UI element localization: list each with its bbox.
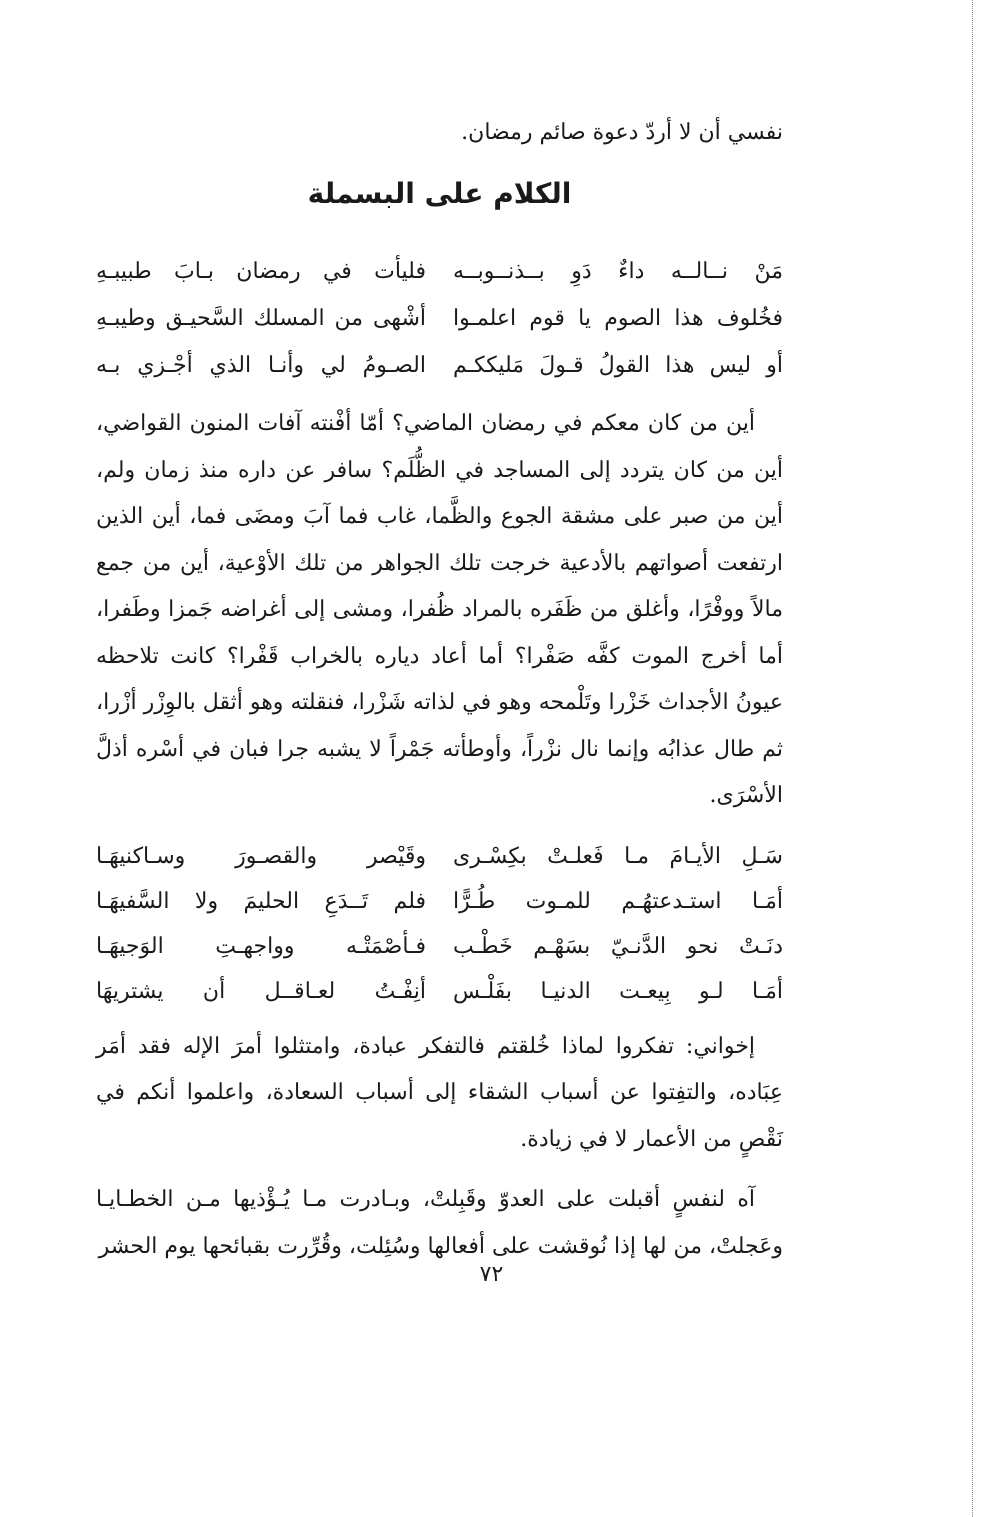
page-content (96, 108, 783, 1284)
verse-second-hemistich: فلم تَــدَعِ الحليمَ ولا السَّفيهَـا (96, 888, 426, 914)
verse-row (96, 248, 783, 295)
verse-first-hemistich: أمَـا استـدعتهُـم للمـوت طُـرًّا (453, 888, 783, 914)
verse-row (96, 924, 783, 969)
paragraph-1: أين من كان معكم في رمضان الماضي؟ أمّا أفْنته آفات المنون القواضي، أين من كان يتردد إلى المساجد في الظُّلَم؟ سافر عن داره منذ زمان ولم، أين من صبر على مشقة الجوع والظَّما، غاب فما آبَ ومضَى فما، أين الذين ارتفعت أصواتهم بالأدعية خرجت تلك الجواهر من تلك الأوْعية، أين من جمع مالاً ووفْرًا، وأغلق من ظَفَره بالمراد ظُفرا، ومشى إلى أغراضه جَمزا وطَفرا، أما أخرج الموت كفَّه صَفْرا؟ أما أعاد دياره بالخراب قَفْرا؟ كانت تلاحظه عيونُ الأجداث خَزْرا وتَلْمحه وهو في لذاته شَزْرا، فنقلته وهو أثقل بالوِزْر أزْرا، ثم طال عذابُه وإنما نال نزْراً، وأوطأته جَمْراً لا يشبه جرا فبان في أسْره أذلَّ الأسْرَى. (96, 411, 783, 808)
verse-first-hemistich: فخُلوف هذا الصوم يا قوم اعلمـوا (453, 306, 783, 331)
paragraph-3: آه لنفسٍ أقبلت على العدوّ وقَبِلتْ، وبـادرت مـا يُـؤْذيها مـن الخطـايـا وعَجلتْ، من لها إذا نُوقشت على أفعالها وسُئِلت، وقُرِّرت بقبائحها يوم الحشر (96, 1187, 783, 1259)
verse-first-hemistich: مَنْ نــالــه داءٌ دَوِ بــذنــوبــه (453, 259, 783, 284)
verse-row (96, 834, 783, 879)
page-number: ٧٢ (479, 1262, 504, 1287)
verse-row (96, 969, 783, 1014)
verse-row (96, 295, 783, 342)
verse-first-hemistich: أو ليس هذا القولُ قـولَ مَليككـم (453, 353, 783, 378)
verse-first-hemistich: دنَـتْ نحو الدَّنـيّ بسَهْـم خَطْـب (453, 933, 783, 959)
opening-line: نفسي أن لا أردّ دعوة صائم رمضان. (461, 120, 783, 145)
poem-2 (96, 834, 783, 1014)
verse-second-hemistich: أشْهى من المسلك السَّحيـق وطيبـهِ (96, 306, 426, 331)
section-heading: الكلام على البسملة (307, 177, 572, 210)
verse-row (96, 879, 783, 924)
verse-second-hemistich: وقَيْصر والقصـورَ وسـاكنيهَـا (96, 843, 426, 869)
page-edge-dotted-line (972, 0, 973, 1517)
poem-1 (96, 248, 783, 389)
verse-first-hemistich: سَـلِ الأيـامَ مـا فَعلـتْ بكِسْـرى (453, 843, 783, 869)
verse-second-hemistich: فليأت في رمضان بـابَ طبيبـهِ (96, 259, 426, 284)
verse-first-hemistich: أمَـا لـو بِيعـت الدنيـا بفَلْـس (453, 978, 783, 1004)
paragraph-2: إخواني: تفكروا لماذا خُلقتم فالتفكر عبادة، وامتثلوا أمرَ الإله فقد أمَر عِبَاده، والتفِتوا عن أسباب الشقاء إلى أسباب السعادة، واعلموا أنكم في نَقْصٍ من الأعمار لا في زيادة. (96, 1033, 783, 1152)
verse-row (96, 342, 783, 389)
verse-second-hemistich: الصـومُ لي وأنـا الذي أجْـزي بـه (96, 353, 426, 378)
verse-second-hemistich: أنِفْـتُ لعـاقــل أن يشتريهَا (96, 978, 426, 1004)
verse-second-hemistich: فـأصْمَتْـه وواجهـتِ الوَجيهَـا (96, 933, 426, 959)
